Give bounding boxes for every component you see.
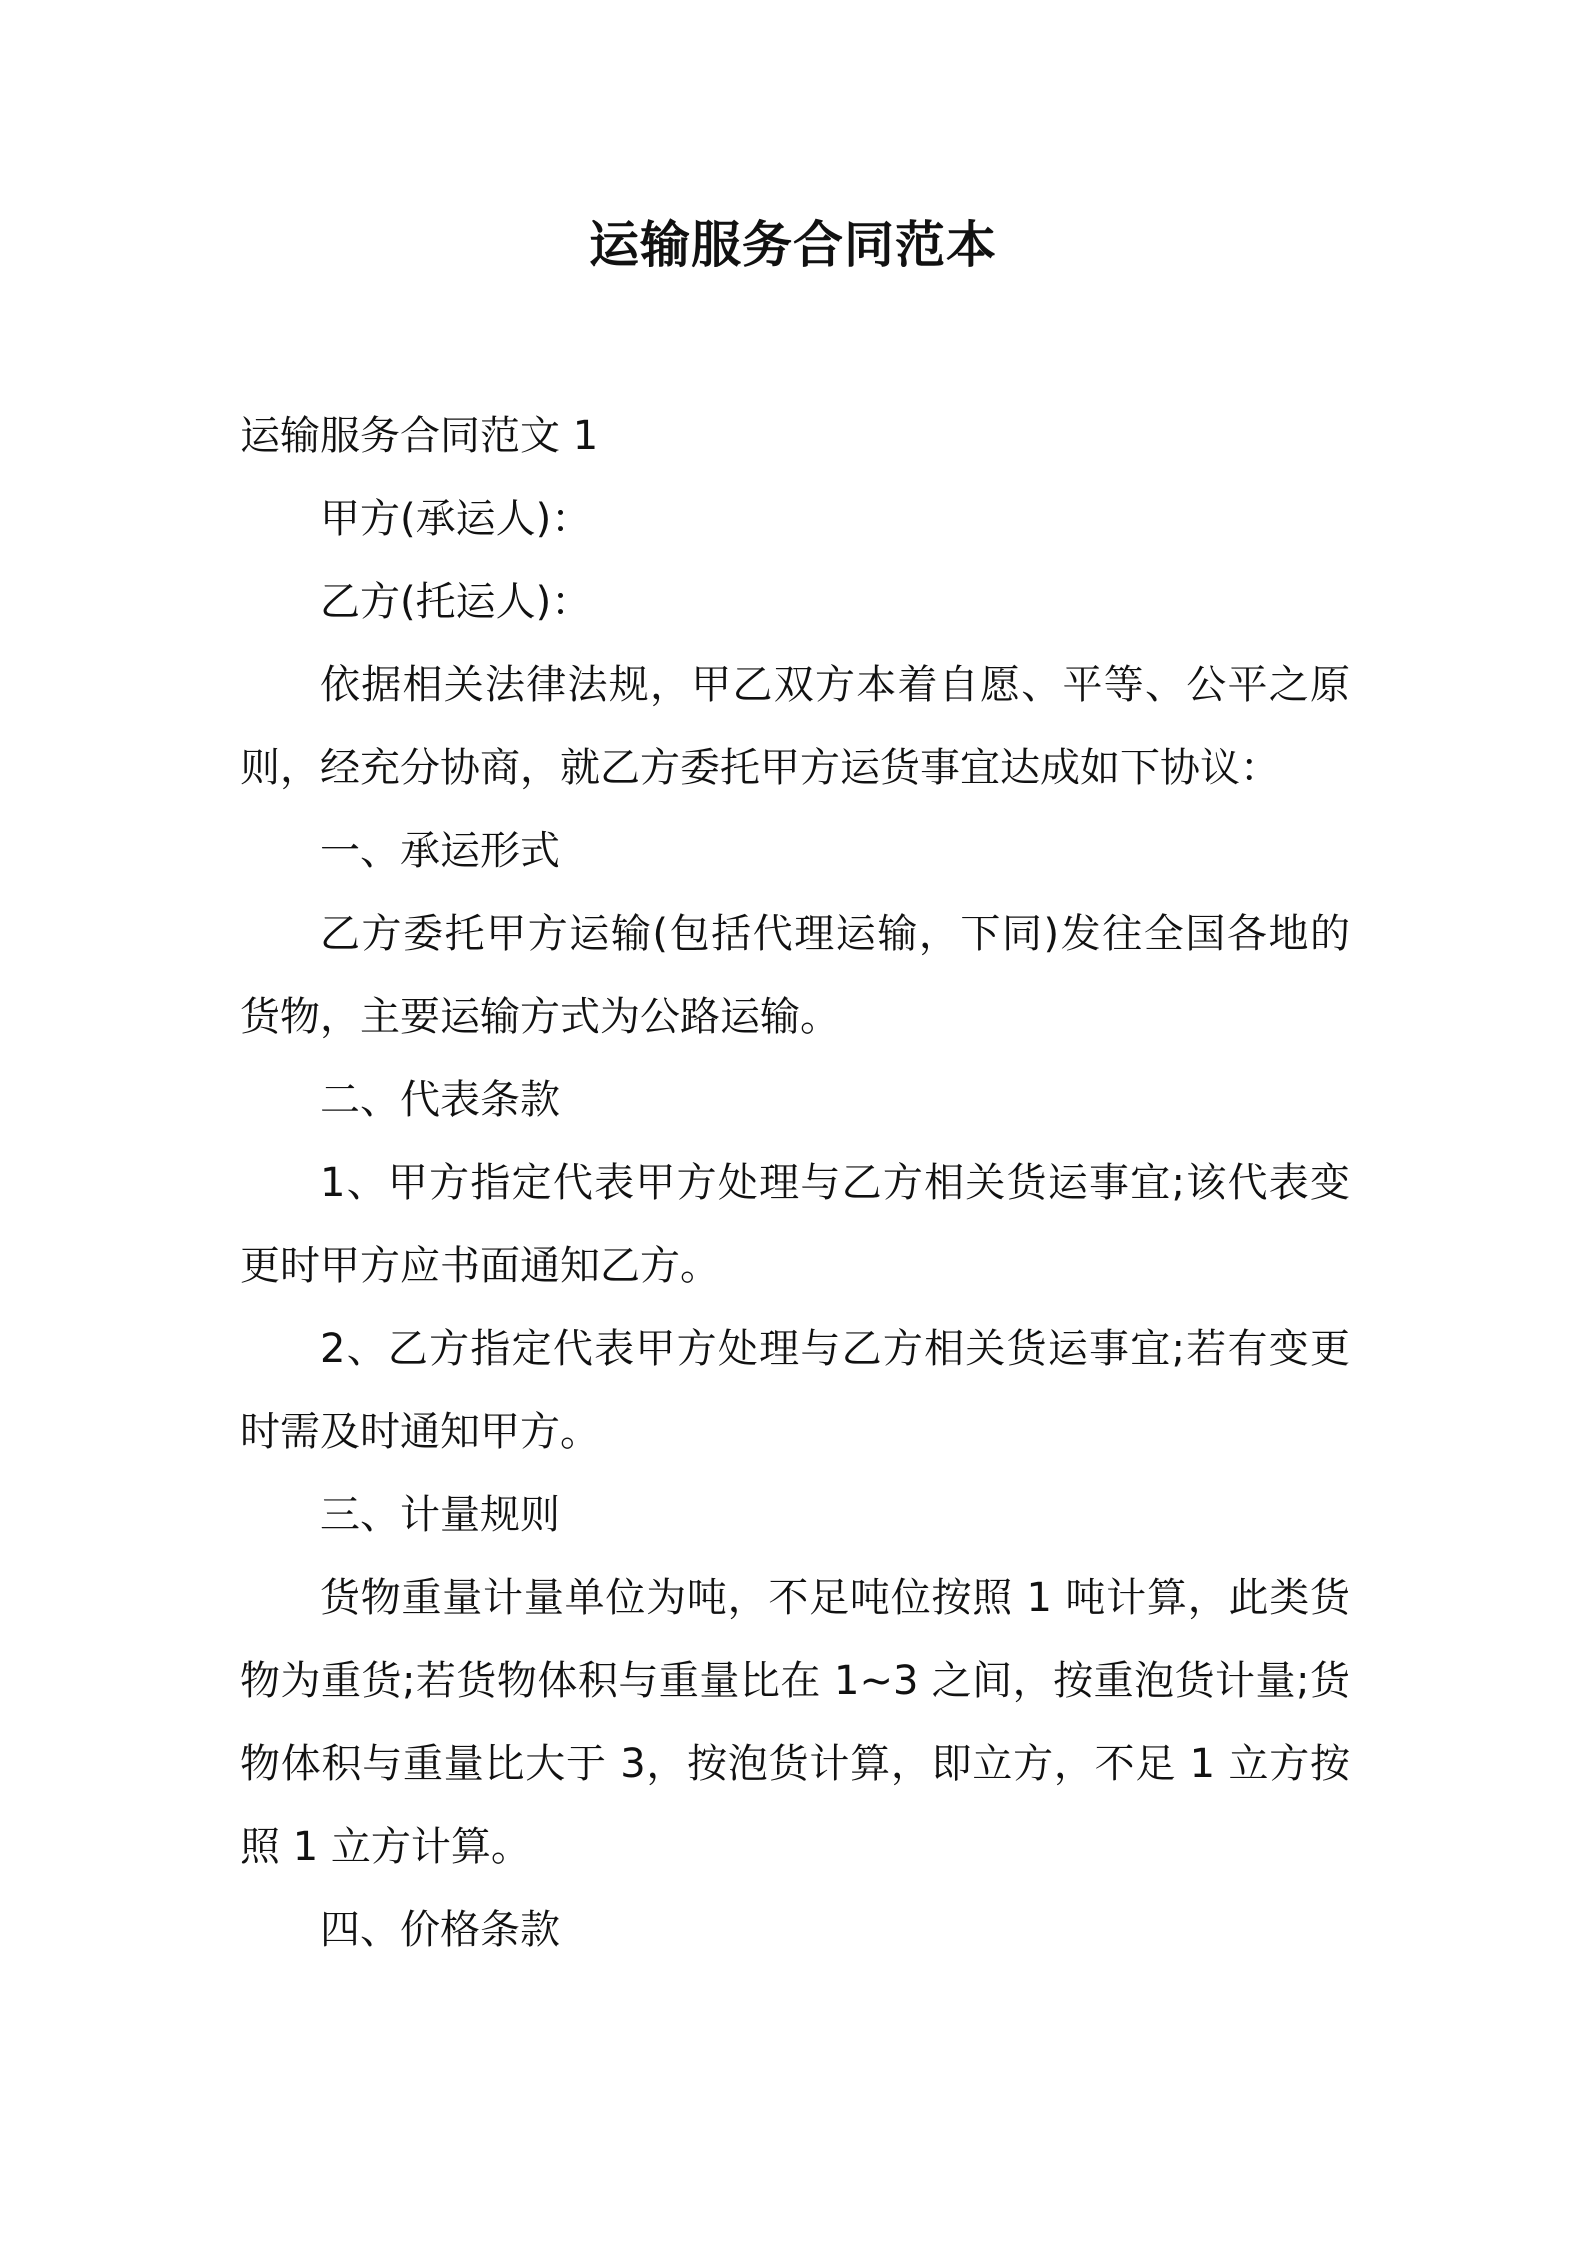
document-paragraph: 甲方(承运人)：: [320, 496, 592, 542]
document-paragraph: 三、计量规则: [320, 1492, 560, 1538]
document-paragraph: 依据相关法律法规，甲乙双方本着自愿、平等、公平之原则，经充分协商，就乙方委托甲方运货事宜达成如下协议：: [240, 662, 1350, 791]
document-paragraph: 一、承运形式: [320, 828, 560, 874]
document-paragraph: 四、价格条款: [320, 1907, 560, 1953]
document-paragraph: 乙方委托甲方运输(包括代理运输，下同)发往全国各地的货物，主要运输方式为公路运输。: [240, 911, 1350, 1040]
document-paragraph: 货物重量计量单位为吨，不足吨位按照 1 吨计算，此类货物为重货;若货物体积与重量比在 1~3 之间，按重泡货计量;货物体积与重量比大于 3，按泡货计算，即立方，不足 1 立方按照 1 立方计算。: [240, 1575, 1350, 1870]
document-paragraph: 1、甲方指定代表甲方处理与乙方相关货运事宜;该代表变更时甲方应书面通知乙方。: [240, 1160, 1350, 1289]
document-paragraph: 2、乙方指定代表甲方处理与乙方相关货运事宜;若有变更时需及时通知甲方。: [240, 1326, 1350, 1455]
document-paragraph: 乙方(托运人)：: [320, 579, 592, 625]
document-title: 运输服务合同范本: [589, 216, 997, 274]
document-body: [240, 395, 1350, 1972]
document-paragraph: 运输服务合同范文 1: [240, 413, 599, 459]
document-paragraph: 二、代表条款: [320, 1077, 560, 1123]
